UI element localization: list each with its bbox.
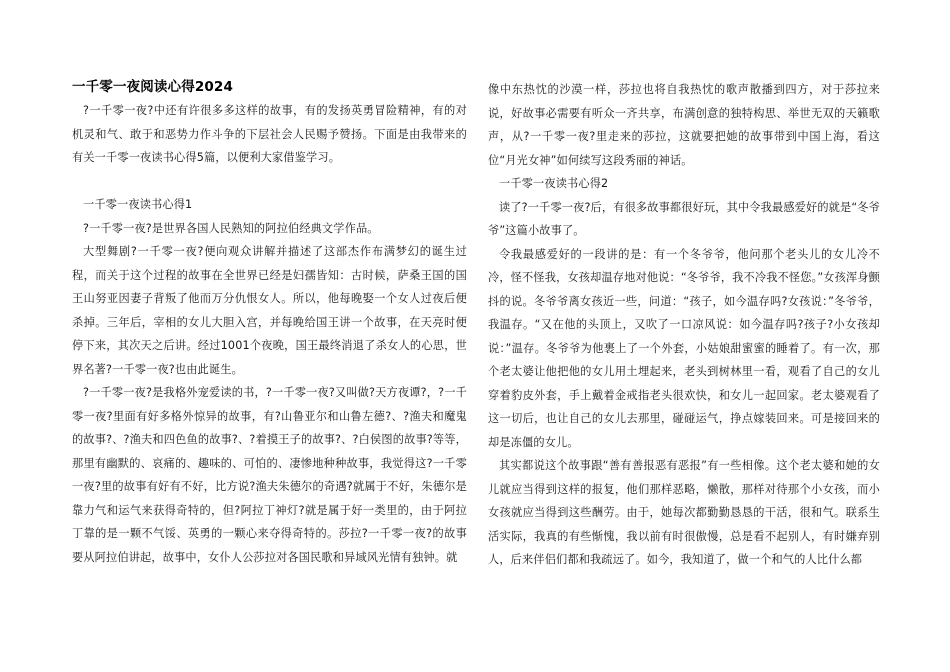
body-paragraph: ?一千零一夜?是我格外宠爱读的书，?一千零一夜?又叫做?天方夜谭?，?一千零一夜?里面有好多格外惊异的故事，有?山鲁亚尔和山鲁左德?、?渔夫和魔鬼的故事?、?渔夫和四色鱼的故事?、?着摸王子的故事?、?白侯图的故事?等等，那里有幽默的、哀痛的、趣味的、可怕的、凄惨地种种故事，我觉得这?一千零一夜?里的故事有好有不好，比方说?渔夫朱德尔的奇遇?就属于不好，朱德尔是靠力气和运气来获得奇特的，但?阿拉丁神灯?就是属于好一类里的，由于阿拉丁靠的是一颗不气馁、英勇的一颗心来夺得奇特的。莎拉?一千零一夜?的故事要从阿拉伯讲起，故事中，女仆人公莎拉对各国民歌和异域风光情有独钟。就 [72,386,467,564]
section-heading: 一千零一夜读书心得1 [83,198,193,211]
body-paragraph: ?一千零一夜?是世界各国人民熟知的阿拉伯经典文学作品。 [83,221,379,235]
body-paragraph: ?一千零一夜?中还有许很多多这样的故事，有的发扬英勇冒险精神，有的对机灵和气、敢于和恶势力作斗争的下层社会人民赐予赞扬。下面是由我带来的有关一千零一夜读书心得5篇，以便利大家借鉴学习。 [72,104,467,164]
body-paragraph: 大型舞剧?一千零一夜?便向观众讲解并描述了这部杰作布满梦幻的诞生过程，而关于这个过程的故事在全世界已经是妇孺皆知：古时候，萨桑王国的国王山努亚因妻子背叛了他而万分仇恨女人。所以，他每晚娶一个女人过夜后便杀掉。三年后，宰相的女儿大胆入宫，并每晚给国王讲一个故事，在天亮时便停下来，其次天之后讲。经过1001个夜晚，国王最终消退了杀女人的心思，世界名著?一千零一夜?也由此诞生。 [72,245,467,376]
body-paragraph: 令我最感爱好的一段讲的是：有一个冬爷爷，他问那个老头儿的女儿冷不冷，怪不怪我，女孩却温存地对他说：“冬爷爷，我不冷我不怪您。”女孩浑身颤抖的说。冬爷爷离女孩近一些，问道：“孩子，如今温存吗?女孩说：”冬爷爷，我温存。“又在他的头顶上，又吹了一口凉风说：如今温存吗?孩子?小女孩却说：”温存。冬爷爷为他裹上了一个外套，小姑娘甜蜜蜜的睡着了。有一次，那个老太婆让他把他的女儿用土埋起来，老头到树林里一看，观看了自己的女儿穿着豹皮外套，手上戴着金戒指老头很欢快，和女儿一起回家。老太婆观看了这一切后，也让自己的女儿去那里，碰碰运气，挣点嫁装回来。可是接回来的却是冻僵的女儿。 [488,247,880,449]
right-column-body [488,78,880,572]
right-column [488,78,880,572]
left-column [72,78,467,569]
body-paragraph: 读了?一千零一夜?后，有很多故事都很好玩，其中令我最感爱好的就是“冬爷爷”这篇小故事了。 [488,200,880,237]
document-title: 一千零一夜阅读心得2024 [72,79,234,95]
paragraph-spacer [72,170,467,194]
body-paragraph: 像中东热忱的沙漠一样，莎拉也将自我热忱的歌声散播到四方，对于莎拉来说，好故事必需要有听众一齐共享，布满创意的独特构思、举世无双的天籁歌声，从?一千零一夜?里走来的莎拉，这就要把她的故事带到中国上海，看这位“月光女神”如何续写这段秀丽的神话。 [488,83,880,167]
body-paragraph: 其实都说这个故事跟“善有善报恶有恶报”有一些相像。这个老太婆和她的女儿就应当得到这样的报复，他们那样恶略，懒散，那样对待那个小女孩，而小女孩就应当得到这些酬劳。由于，她每次都勤勤恳恳的干活，很和气。联系生活实际，我真的有些惭愧，我以前有时很傲慢，总是看不起别人，有时嫌弃别人，后来伴侣们都和我疏远了。如今，我知道了，做一个和气的人比什么都 [488,459,880,566]
left-column-body [72,99,467,569]
section-heading: 一千零一夜读书心得2 [499,177,609,190]
